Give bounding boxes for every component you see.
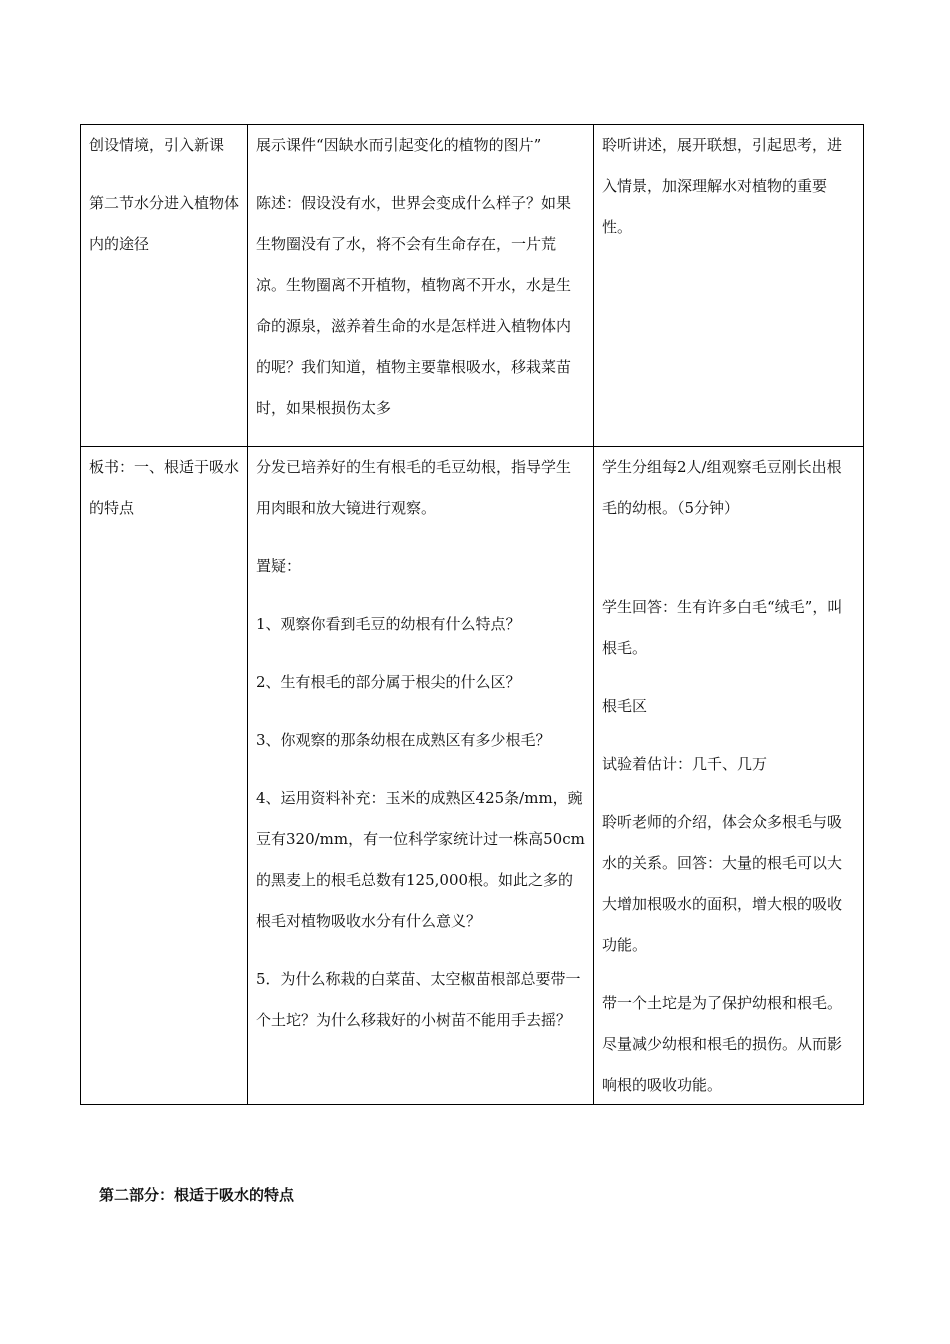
student-activity-cell bbox=[594, 447, 864, 1105]
teacher-text: 4、运用资料补充：玉米的成熟区425条/mm，豌豆有320/mm，有一位科学家统计过一株高50cm的黑麦上的根毛总数有125,000根。如此之多的根毛对植物吸收水分有什么意义？ bbox=[256, 789, 585, 930]
stage-cell bbox=[81, 447, 248, 1105]
stage-text: 板书：一、根适于吸水的特点 bbox=[89, 458, 239, 517]
student-text: 根毛区 bbox=[602, 697, 648, 715]
teacher-activity-cell bbox=[248, 125, 594, 447]
student-text: 带一个土坨是为了保护幼根和根毛。尽量减少幼根和根毛的损伤。从而影响根的吸收功能。 bbox=[602, 994, 843, 1094]
stage-text: 创设情境，引入新课 bbox=[89, 136, 225, 154]
teacher-text: 1、观察你看到毛豆的幼根有什么特点？ bbox=[256, 615, 521, 633]
student-text: 聆听讲述，展开联想，引起思考，进入情景，加深理解水对植物的重要性。 bbox=[602, 136, 843, 236]
teacher-text: 5．为什么称栽的白菜苗、太空椒苗根部总要带一个土坨？为什么移栽好的小树苗不能用手去摇？ bbox=[256, 970, 581, 1029]
teacher-text: 2、生有根毛的部分属于根尖的什么区？ bbox=[256, 673, 521, 691]
stage-text: 第二节水分进入植物体内的途径 bbox=[89, 194, 239, 253]
teacher-text: 展示课件“因缺水而引起变化的植物的图片” bbox=[256, 136, 542, 154]
teacher-text: 陈述：假设没有水，世界会变成什么样子？如果生物圈没有了水，将不会有生命存在，一片荒凉。生物圈离不开植物，植物离不开水，水是生命的源泉，滋养着生命的水是怎样进入植物体内的呢？我们知道，植物主要靠根吸水，移栽菜苗时，如果根损伤太多 bbox=[256, 194, 572, 417]
lesson-plan-table bbox=[80, 124, 864, 1105]
student-text: 学生回答：生有许多白毛“绒毛”，叫根毛。 bbox=[602, 598, 843, 657]
table-row bbox=[81, 125, 864, 447]
teacher-text: 分发已培养好的生有根毛的毛豆幼根，指导学生用肉眼和放大镜进行观察。 bbox=[256, 458, 572, 517]
teacher-activity-cell bbox=[248, 447, 594, 1105]
student-activity-cell bbox=[594, 125, 864, 447]
table-row bbox=[81, 447, 864, 1105]
teacher-text: 置疑： bbox=[256, 557, 302, 575]
student-text: 试验着估计：几千、几万 bbox=[602, 755, 768, 773]
stage-cell bbox=[81, 125, 248, 447]
student-text: 聆听老师的介绍，体会众多根毛与吸水的关系。回答：大量的根毛可以大大增加根吸水的面积，增大根的吸收功能。 bbox=[602, 813, 843, 954]
section-heading: 第二部分：根适于吸水的特点 bbox=[99, 1186, 295, 1204]
teacher-text: 3、你观察的那条幼根在成熟区有多少根毛？ bbox=[256, 731, 551, 749]
student-text: 学生分组每2人/组观察毛豆刚长出根毛的幼根。（5分钟） bbox=[602, 458, 842, 517]
